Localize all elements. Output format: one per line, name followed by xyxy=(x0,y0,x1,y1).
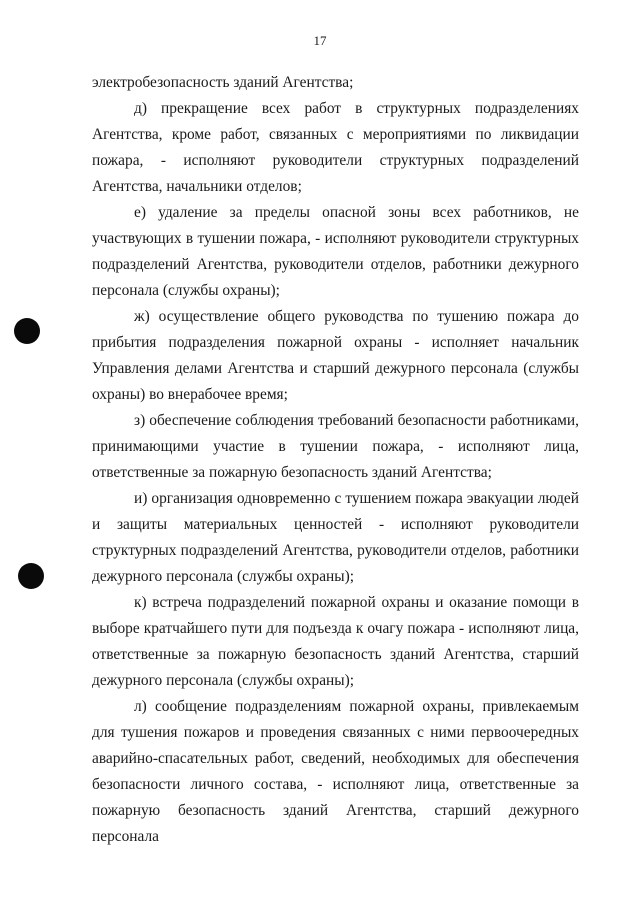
paragraph-item-z: з) обеспечение соблюдения требований безопасности работниками, принимающими участие в тушении пожара, - исполняют лица, ответственные за пожарную безопасность зданий Агентства; xyxy=(92,412,579,481)
paragraph-item-i: и) организация одновременно с тушением пожара эвакуации людей и защиты материальных ценностей - исполняют руководители структурных подразделений Агентства, руководители отделов, работники дежурного персонала (службы охраны); xyxy=(92,490,579,585)
paragraph-item-e: е) удаление за пределы опасной зоны всех работников, не участвующих в тушении пожара, - исполняют руководители структурных подразделений Агентства, руководители отделов, работники дежурного персонала (службы охраны); xyxy=(92,204,579,299)
paragraph-continuation: электробезопасность зданий Агентства; xyxy=(92,74,354,91)
punch-hole-mark xyxy=(18,563,44,589)
page-number: 17 xyxy=(313,33,327,48)
punch-hole-mark xyxy=(14,318,40,344)
paragraph-item-d: д) прекращение всех работ в структурных подразделениях Агентства, кроме работ, связанных с мероприятиями по ликвидации пожара, - исполняют руководители структурных подразделений Агентства, начальники отделов; xyxy=(92,100,579,195)
paragraph-item-zh: ж) осуществление общего руководства по тушению пожара до прибытия подразделения пожарной охраны - исполняет начальник Управления делами Агентства и старший дежурного персонала (службы охраны) во внерабочее время; xyxy=(92,308,579,403)
paragraph-item-l: л) сообщение подразделениям пожарной охраны, привлекаемым для тушения пожаров и проведения связанных с ними первоочередных аварийно-спасательных работ, сведений, необходимых для обеспечения безопасности личного состава, - исполняют лица, ответственные за пожарную безопасность зданий Агентства, старший дежурного персонала xyxy=(92,698,579,845)
document-body xyxy=(92,70,579,850)
paragraph-item-k: к) встреча подразделений пожарной охраны и оказание помощи в выборе кратчайшего пути для подъезда к очагу пожара - исполняют лица, ответственные за пожарную безопасность зданий Агентства, старший дежурного персонала (службы охраны); xyxy=(92,594,579,689)
